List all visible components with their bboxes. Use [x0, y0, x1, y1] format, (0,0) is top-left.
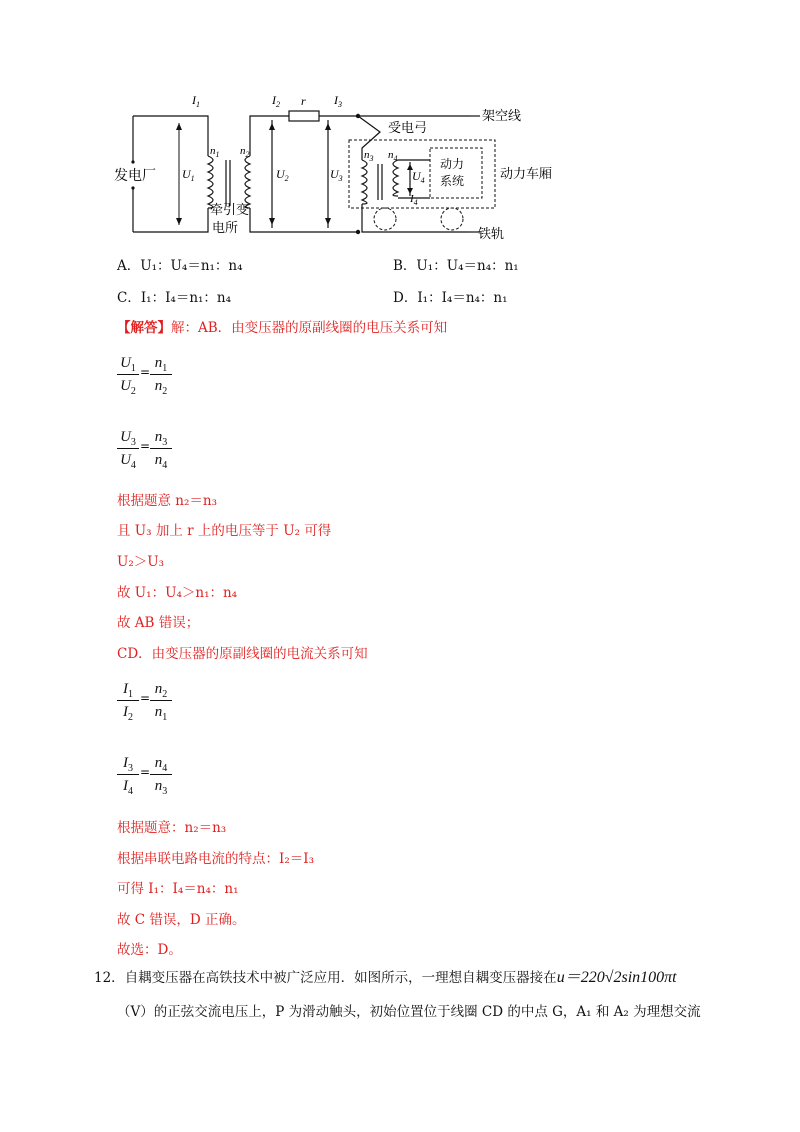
option-c: C．I₁：I₄＝n₁：n₄	[117, 290, 232, 306]
answer-line-1: 根据题意 n₂＝n₃	[117, 493, 218, 509]
svg-text:系统: 系统	[440, 174, 465, 188]
svg-text:U1: $U_1$	[182, 167, 195, 183]
svg-text:n1: $n_1$	[210, 145, 220, 159]
option-b: B．U₁：U₄＝n₄：n₁	[393, 258, 519, 274]
question-text-1: 自耦变压器在高铁技术中被广泛应用．如图所示，一理想自耦变压器接在	[124, 970, 557, 986]
wheel-right	[441, 208, 463, 230]
coil-n3	[362, 160, 367, 204]
question-number: 12．	[94, 970, 125, 986]
svg-text:I1: $I_1$	[192, 93, 200, 109]
voltage-formula: u＝220√2sin100πt	[556, 969, 677, 986]
answer-intro	[117, 319, 447, 337]
svg-text:I3: $I_3$	[334, 93, 342, 109]
svg-text:U2: $U_2$	[276, 167, 289, 183]
svg-text:架空线: 架空线	[482, 109, 522, 124]
answer-line-11: 故选：D。	[117, 942, 182, 958]
coil-n2	[245, 156, 250, 208]
power-system-box	[430, 148, 482, 198]
svg-text:I2: $I_2$	[272, 93, 280, 109]
equation-u3-u4: $U_3$ $U_4$ = $n_3$ $n_4$	[117, 426, 177, 472]
svg-text:r: r	[301, 94, 306, 108]
svg-text:发电厂: 发电厂	[114, 168, 156, 184]
equation-i3-i4: $I_3$ $I_4$ = $n_4$ $n_3$	[117, 752, 177, 798]
answer-line-2: 且 U₃ 加上 r 上的电压等于 U₂ 可得	[117, 523, 332, 539]
question-12-line-2: （V）的正弦交流电压上，P 为滑动触头，初始位置位于线圈 CD 的中点 G，A₁ 和 A₂ 为理想交流	[117, 1004, 701, 1020]
svg-text:I4: $I_4$	[410, 193, 418, 207]
answer-line-4: 故 U₁：U₄＞n₁：n₄	[117, 585, 238, 601]
circuit-diagram	[100, 88, 580, 248]
svg-text:牵引变: 牵引变	[210, 203, 250, 218]
svg-text:电所: 电所	[212, 221, 239, 236]
answer-line-6: CD．由变压器的原副线圈的电流关系可知	[117, 646, 368, 662]
svg-text:n2: $n_2$	[240, 145, 250, 159]
resistor-r	[289, 111, 319, 121]
option-a: A．U₁：U₄＝n₁：n₄	[117, 258, 243, 274]
svg-text:铁轨: 铁轨	[478, 227, 505, 242]
answer-line-5: 故 AB 错误；	[117, 615, 200, 631]
equation-i1-i2: $I_1$ $I_2$ = $n_2$ $n_1$	[117, 678, 177, 724]
svg-text:受电弓: 受电弓	[388, 121, 428, 136]
option-d: D．I₁：I₄＝n₄：n₁	[393, 290, 508, 306]
equation-u1-u2: $U_1$ $U_2$ = $n_1$ $n_2$	[117, 352, 177, 398]
answer-line-9: 可得 I₁：I₄＝n₄：n₁	[117, 881, 239, 897]
svg-text:n4: $n_4$	[388, 149, 398, 163]
coil-n4	[393, 160, 398, 196]
answer-line-3: U₂＞U₃	[117, 554, 165, 570]
svg-text:动力: 动力	[440, 157, 465, 171]
answer-line-7: 根据题意：n₂＝n₃	[117, 820, 227, 836]
svg-text:动力车厢: 动力车厢	[500, 167, 553, 182]
question-12-line-1	[94, 969, 677, 987]
svg-text:U4: $U_4$	[412, 169, 425, 185]
wheel-left	[374, 208, 396, 230]
answer-line-10: 故 C 错误，D 正确。	[117, 912, 246, 928]
answer-line-8: 根据串联电路电流的特点：I₂＝I₃	[117, 851, 314, 867]
svg-text:n3: $n_3$	[364, 149, 374, 163]
answer-tag: 【解答】	[117, 320, 171, 336]
coil-n1	[208, 156, 213, 208]
svg-text:U3: $U_3$	[330, 167, 343, 183]
answer-intro-text: 解：AB．由变压器的原副线圈的电压关系可知	[171, 320, 448, 336]
